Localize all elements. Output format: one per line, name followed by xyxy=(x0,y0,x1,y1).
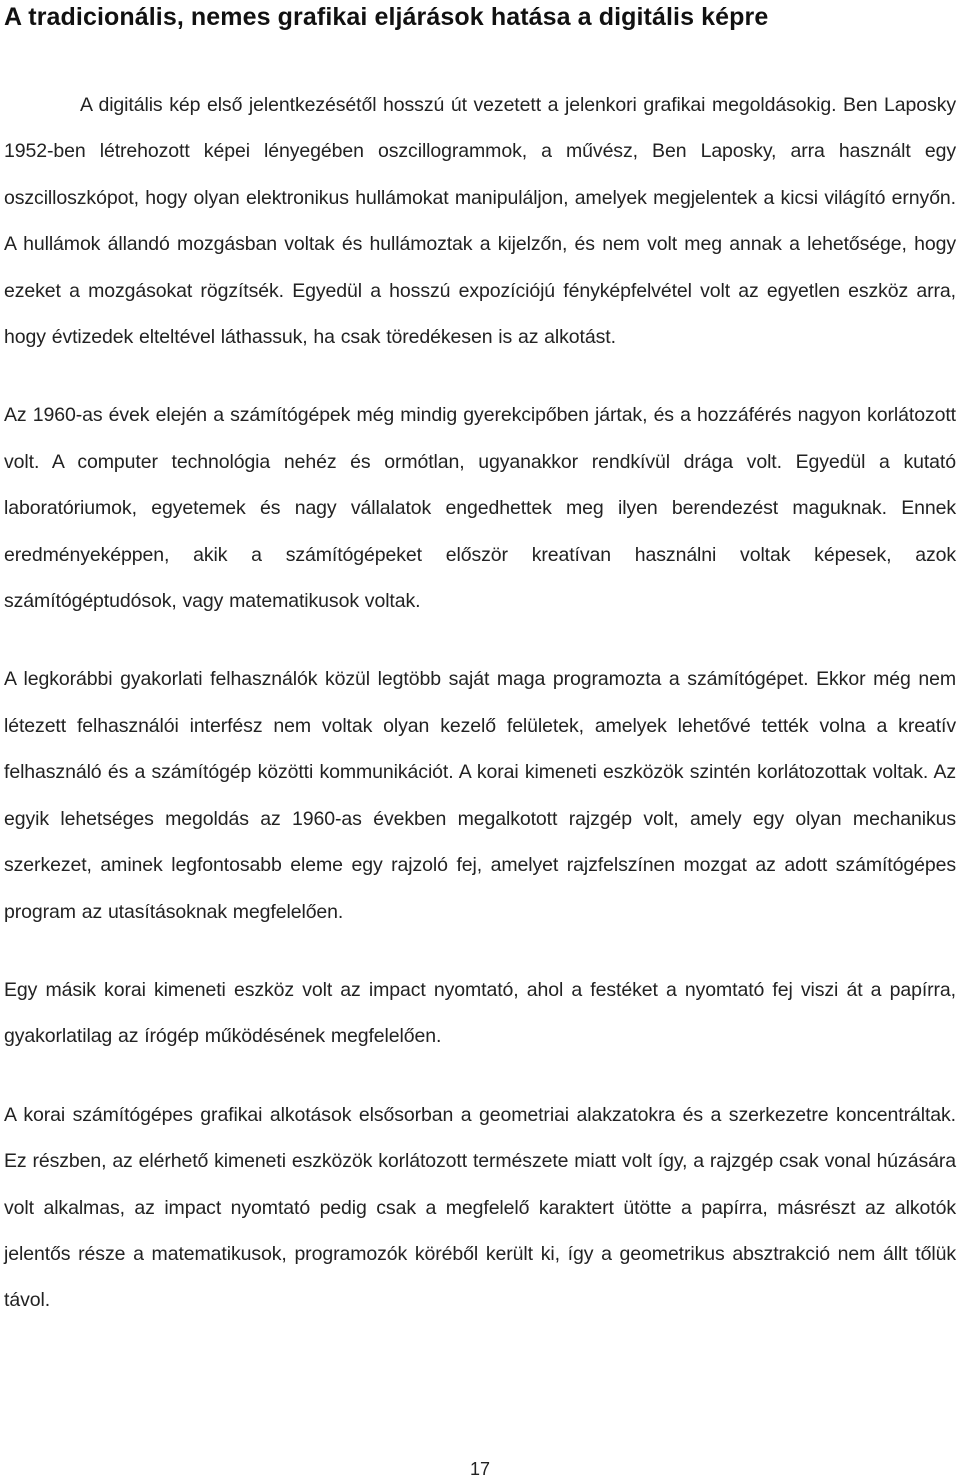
paragraph-2: Az 1960-as évek elején a számítógépek még mindig gyerekcipőben jártak, és a hozzáférés nagyon korlátozott volt. A computer technológia nehéz és ormótlan, ugyanakkor rendkívül drága volt. Egyedül a kutató laboratóriumok, egyetemek és nagy vállalatok engedhettek meg ilyen berendezést maguknak. Ennek eredményeképpen, akik a számítógépeket először kreatívan használni voltak képesek, azok számítógéptudósok, vagy matematikusok voltak. xyxy=(4,404,956,613)
page-title: A tradicionális, nemes grafikai eljárások hatása a digitális képre xyxy=(4,3,769,31)
paragraph-1: A digitális kép első jelentkezésétől hosszú út vezetett a jelenkori grafikai megoldásokig. Ben Laposky 1952-ben létrehozott képei lényegében oszcillogrammok, a művész, Ben Laposky, arra használt egy oszcilloszkópot, hogy olyan elektronikus hullámokat manipuláljon, amelyek megjelentek a kicsi világító ernyőn. A hullámok állandó mozgásban voltak és hullámoztak a kijelzőn, és nem volt meg annak a lehetősége, hogy ezeket a mozgásokat rögzítsék. Egyedül a hosszú expozíciójú fényképfelvétel volt az egyetlen eszköz arra, hogy évtizedek elteltével láthassuk, ha csak töredékesen is az alkotást. xyxy=(4,94,956,349)
paragraph-5: A korai számítógépes grafikai alkotások elsősorban a geometriai alakzatokra és a szerkezetre koncentráltak. Ez részben, az elérhető kimeneti eszközök korlátozott természete miatt volt így, a rajzgép csak vonal húzására volt alkalmas, az impact nyomtató pedig csak a megfelelő karaktert ütötte a papírra, másrészt az alkotók jelentős része a matematikusok, programozók köréből került ki, így a geometrikus absztrakció nem állt tőlük távol. xyxy=(4,1103,956,1312)
page-number: 17 xyxy=(469,1459,491,1479)
body-text xyxy=(4,82,956,1356)
paragraph-3: A legkorábbi gyakorlati felhasználók közül legtöbb saját maga programozta a számítógépet. Ekkor még nem létezett felhasználói interfész nem voltak olyan kezelő felületek, amelyek lehetővé tették volna a kreatív felhasználó és a számítógép közötti kommunikációt. A korai kimeneti eszközök szintén korlátozottak voltak. Az egyik lehetséges megoldás az 1960-as években megalkotott rajzgép volt, amely egy olyan mechanikus szerkezet, aminek legfontosabb eleme egy rajzoló fej, amelyet rajzfelszínen mozgat az adott számítógépes program az utasításoknak megfelelően. xyxy=(4,668,956,923)
paragraph-4: Egy másik korai kimeneti eszköz volt az impact nyomtató, ahol a festéket a nyomtató fej viszi át a papírra, gyakorlatilag az írógép működésének megfelelően. xyxy=(4,978,956,1048)
